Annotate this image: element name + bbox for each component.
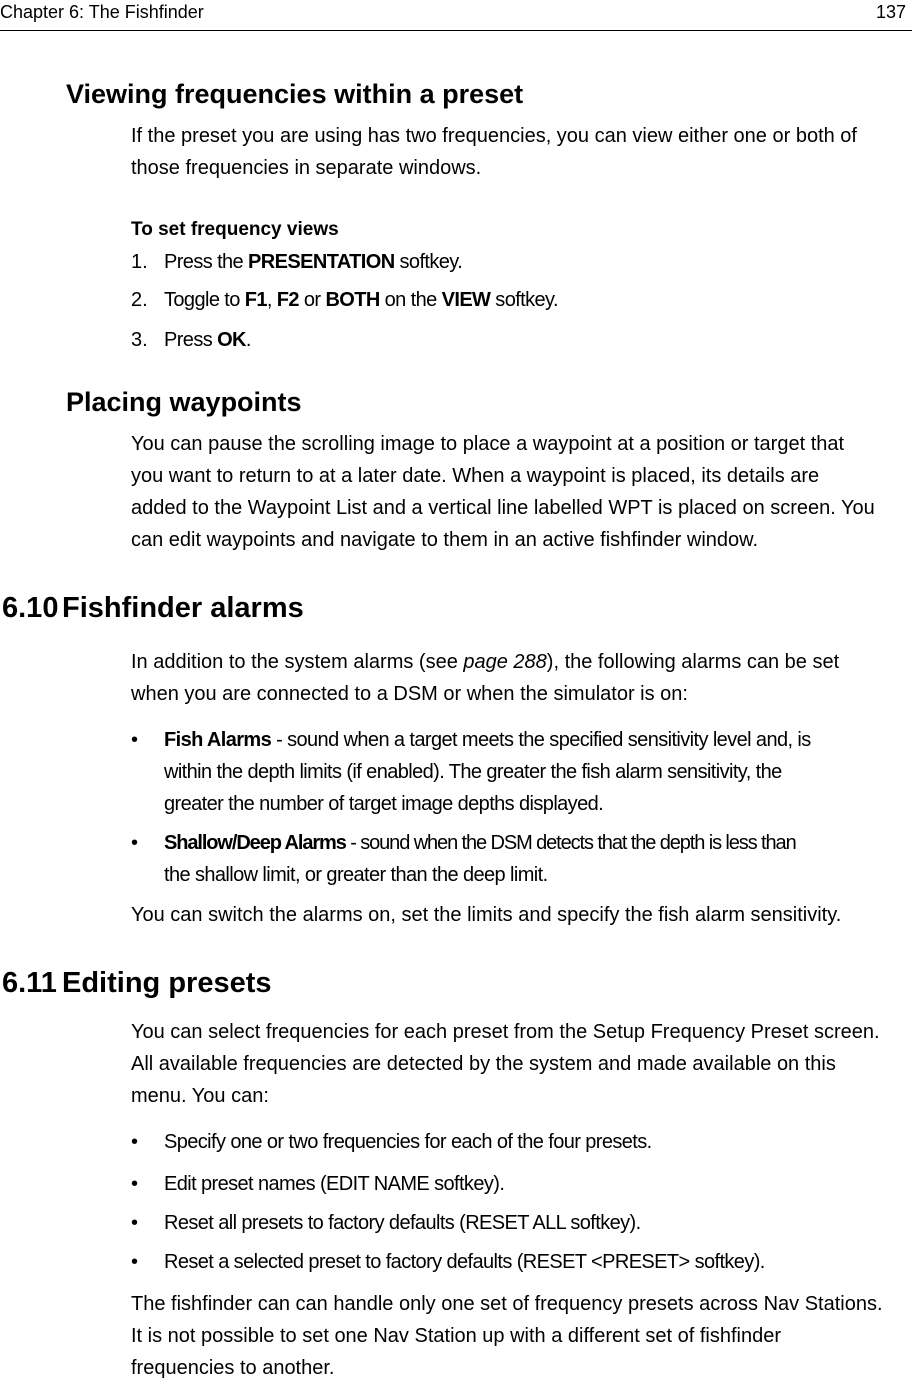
editing-closing [131,1288,907,1384]
text-line: In addition to the system alarms (see page 288), the following alarms can be set [131,651,840,673]
bullet-icon: • [131,832,139,854]
waypoints-paragraph [131,428,907,556]
step-text: Toggle to F1, F2 or BOTH on the VIEW softkey. [164,289,558,311]
text-line: The fishfinder can can handle only one set of frequency presets across Nav Stations. [131,1293,883,1315]
text-line: the shallow limit, or greater than the deep limit. [164,864,548,886]
step-number: 3. [131,329,148,351]
text-line: If the preset you are using has two frequencies, you can view either one or both of [131,125,857,147]
text-line: Shallow/Deep Alarms - sound when the DSM detects that the depth is less than [164,832,796,854]
alarms-closing [131,899,907,931]
term-fish-alarms: Fish Alarms [164,729,272,751]
section-title: Fishfinder alarms [62,592,304,624]
text-line: You can select frequencies for each preset from the Setup Frequency Preset screen. [131,1021,880,1043]
text-line: You can pause the scrolling image to place a waypoint at a position or target that [131,433,845,455]
text-line: Reset a selected preset to factory defaults (RESET <PRESET> softkey). [164,1251,765,1273]
text-line: you want to return to at a later date. When a waypoint is placed, its details are [131,465,820,487]
text-line: Reset all presets to factory defaults (RESET ALL softkey). [164,1212,641,1234]
section-number: 6.11 [2,967,57,999]
softkey-presentation: PRESENTATION [248,251,395,273]
text-line: added to the Waypoint List and a vertical line labelled WPT is placed on screen. You [131,497,875,519]
step-text: Press OK. [164,329,251,351]
section-heading-editing-presets [2,966,272,1000]
text-line: greater the number of target image depths displayed. [164,793,604,815]
text-line: menu. You can: [131,1085,269,1107]
softkey-view: VIEW [441,289,491,311]
bullet-icon: • [131,1173,139,1195]
step-text: Press the PRESENTATION softkey. [164,251,463,273]
procedure-title: To set frequency views [131,219,339,240]
page-reference-link[interactable]: page 288 [463,651,547,673]
heading-viewing-frequencies: Viewing frequencies within a preset [66,79,524,109]
viewing-intro [131,120,907,184]
text-line: those frequencies in separate windows. [131,157,482,179]
term-shallow-deep-alarms: Shallow/Deep Alarms [164,832,346,854]
text-line: Specify one or two frequencies for each of the four presets. [164,1131,652,1153]
text-line: It is not possible to set one Nav Station up with a different set of fishfinder [131,1325,781,1347]
text-line: All available frequencies are detected by the system and made available on this [131,1053,836,1075]
running-header [0,0,912,31]
text-line: frequencies to another. [131,1357,335,1379]
bullet-icon: • [131,729,139,751]
section-title: Editing presets [62,967,272,999]
text-line: You can switch the alarms on, set the limits and specify the fish alarm sensitivity. [131,904,842,926]
section-heading-alarms [2,591,304,625]
bullet-icon: • [131,1212,139,1234]
bullet-icon: • [131,1131,139,1153]
heading-placing-waypoints: Placing waypoints [66,387,302,417]
text-line: Fish Alarms - sound when a target meets the specified sensitivity level and, is [164,729,811,751]
bullet-icon: • [131,1251,139,1273]
alarms-intro [131,646,907,710]
section-number: 6.10 [2,592,59,624]
text-line: Edit preset names (EDIT NAME softkey). [164,1173,505,1195]
text-line: within the depth limits (if enabled). The greater the fish alarm sensitivity, the [164,761,782,783]
chapter-title: Chapter 6: The Fishfinder [0,2,204,22]
step-number: 2. [131,289,148,311]
softkey-ok: OK [217,329,246,351]
editing-intro [131,1016,907,1112]
page-number: 137 [875,2,906,22]
step-number: 1. [131,251,148,273]
text-line: can edit waypoints and navigate to them in an active fishfinder window. [131,529,759,551]
text-line: when you are connected to a DSM or when the simulator is on: [131,683,688,705]
